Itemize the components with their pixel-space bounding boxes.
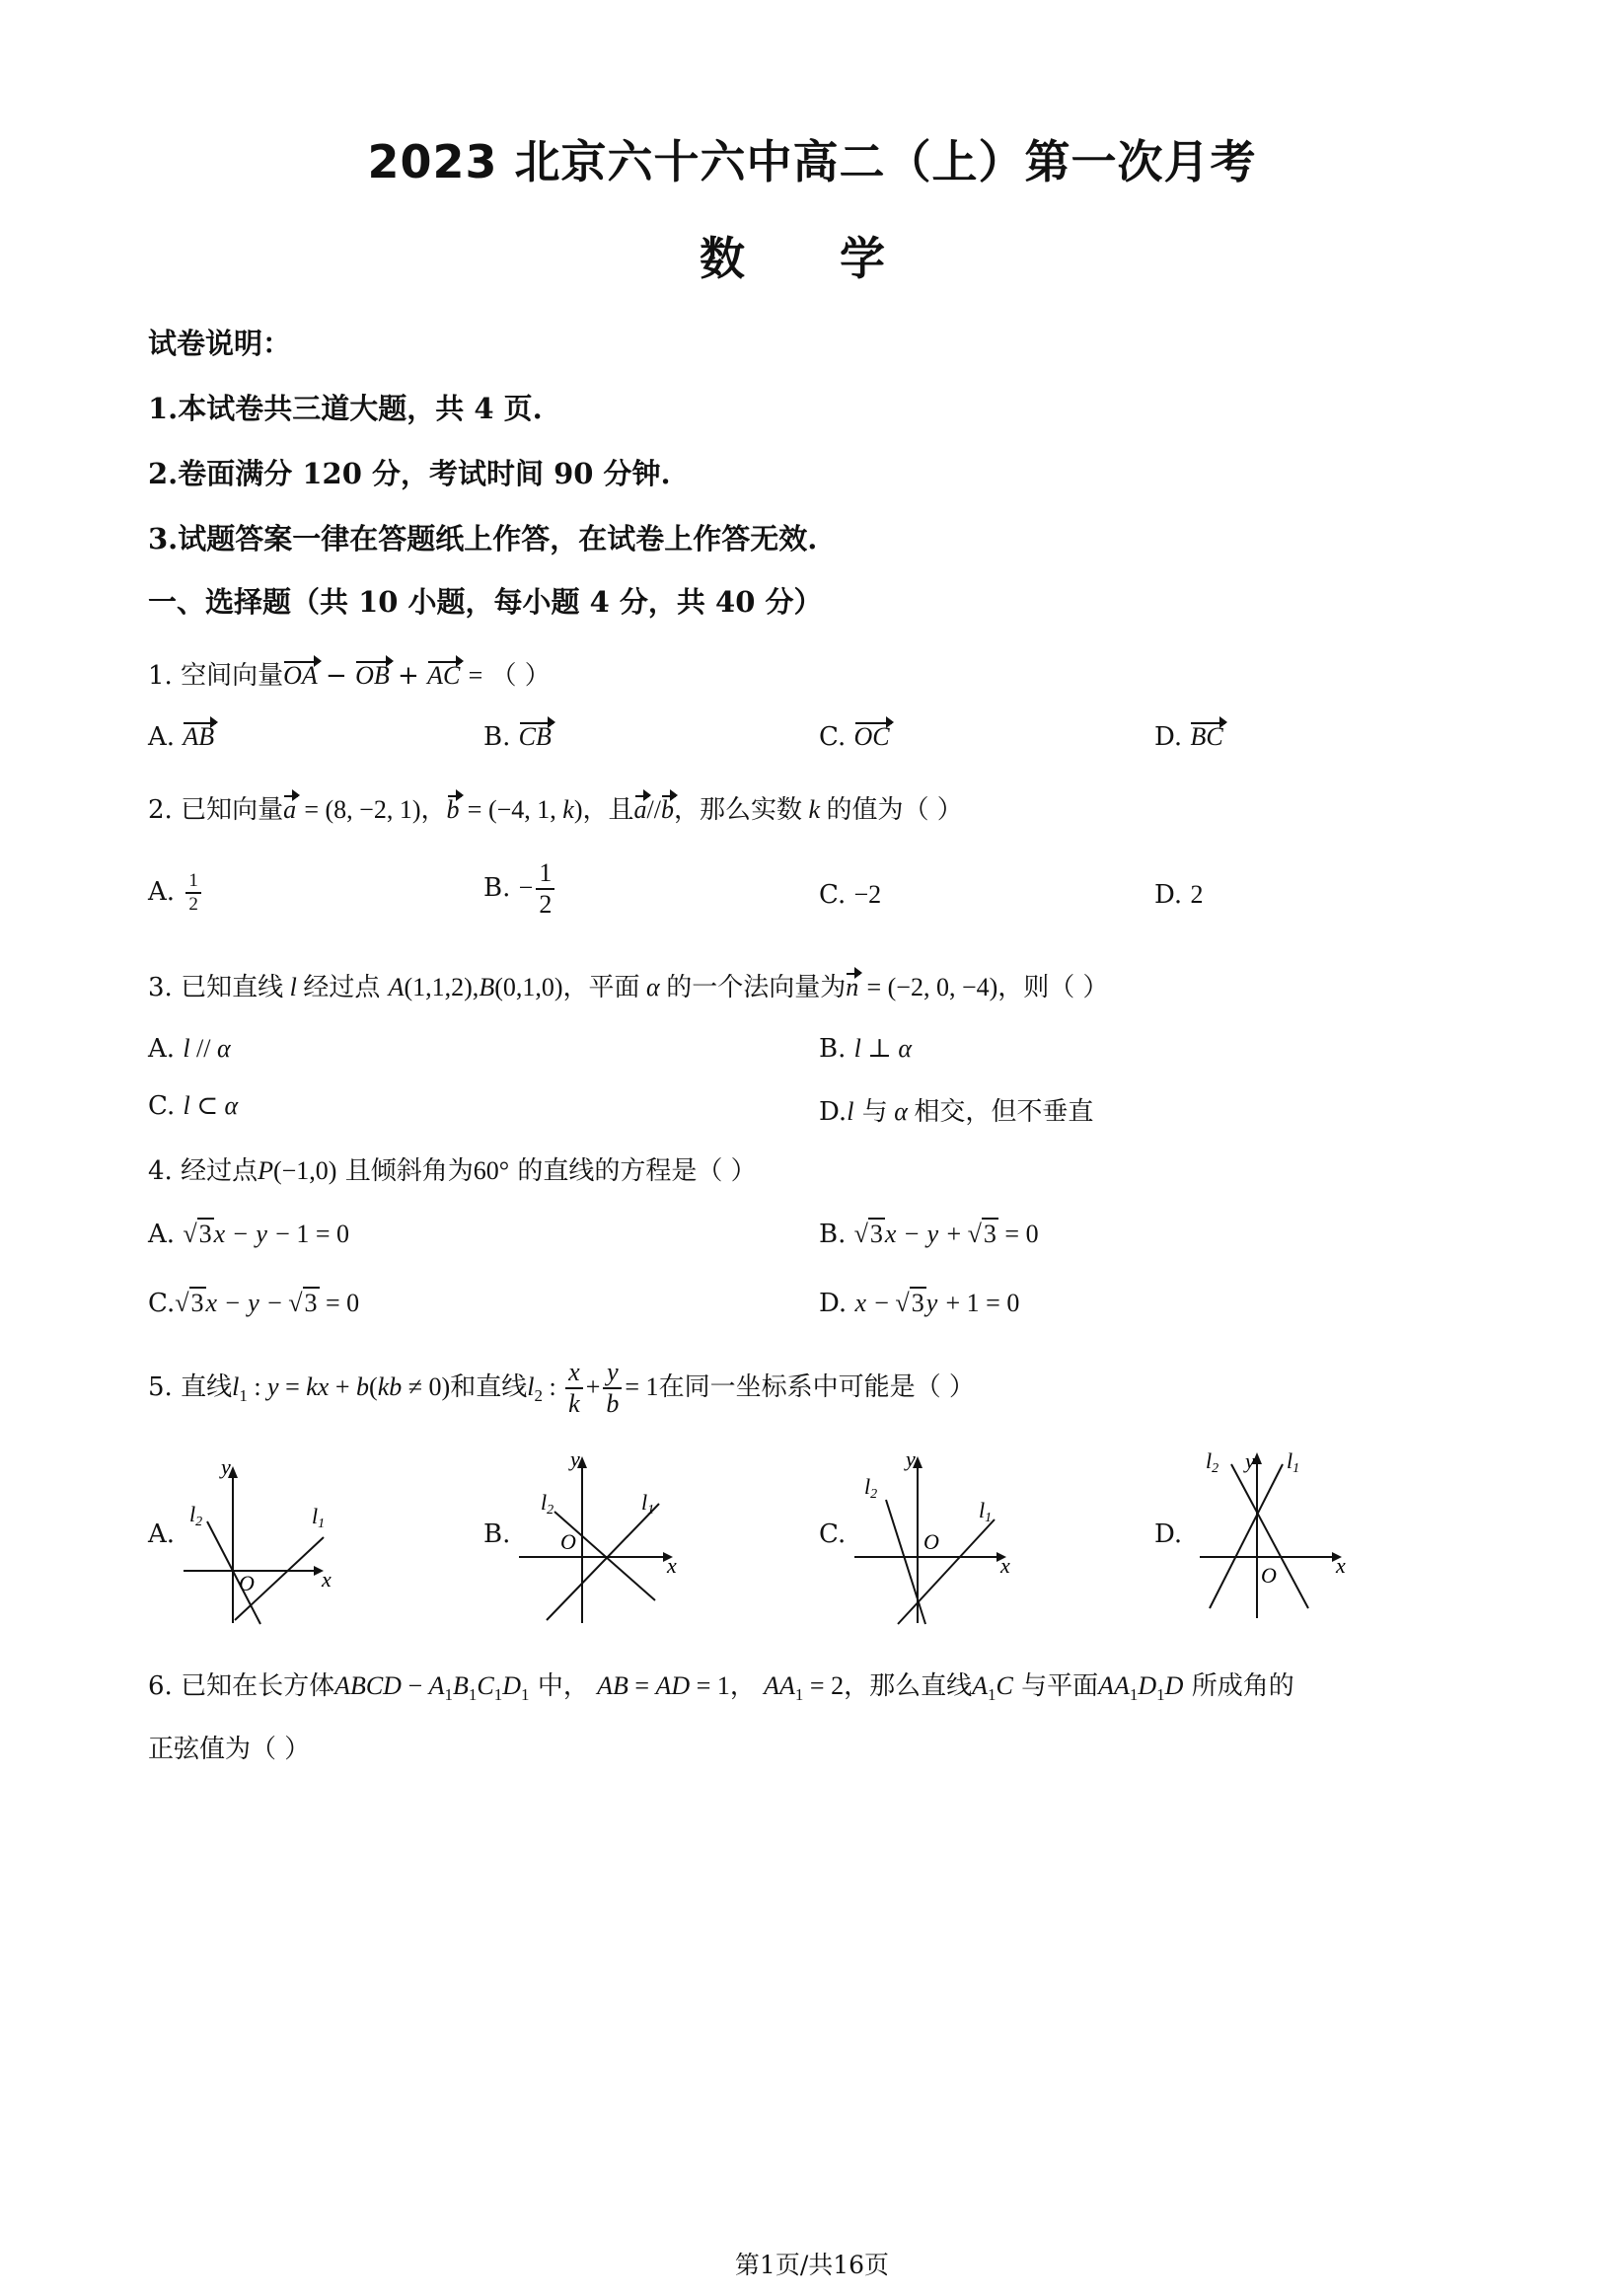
q2-option-d[interactable]: D. 2 — [1154, 880, 1204, 910]
question-2: 2. 已知向量a = (8, −2, 1)，b = (−4, 1, k)，且a//b，那么实数 k 的值为（ ） — [148, 795, 963, 825]
q5-graph-c[interactable] — [847, 1450, 1034, 1628]
svg-text:l2: l2 — [541, 1490, 554, 1518]
svg-text:x: x — [1336, 1553, 1346, 1578]
question-6: 6. 已知在长方体ABCD − $A_1B_1C_1D_1$ 中， AB = AD = 1， $AA_1 = 2$，那么直线$A_1C$ 与平面$AA_1D_1D$ 所成角的 — [148, 1671, 1294, 1705]
svg-text:O: O — [239, 1571, 255, 1595]
svg-text:l2: l2 — [864, 1474, 878, 1502]
q5-graph-a[interactable] — [176, 1450, 363, 1628]
q3-option-c[interactable]: C. l ⊂ α — [148, 1091, 239, 1121]
section-heading: 一、选择题（共 10 小题，每小题 4 分，共 40 分） — [148, 585, 823, 619]
q5-option-b-label[interactable]: B. — [483, 1519, 511, 1549]
q3-option-a[interactable]: A. l // α — [148, 1034, 231, 1064]
page-title: 2023 北京六十六中高二（上）第一次月考 — [367, 135, 1257, 188]
note-1: 1.本试卷共三道大题，共 4 页. — [148, 392, 543, 425]
q1-option-b[interactable]: B. CB — [483, 722, 552, 752]
q4-option-d[interactable]: D. x − √3y + 1 = 0 — [819, 1289, 1020, 1318]
svg-text:x: x — [1000, 1553, 1010, 1578]
page-footer: 第1页/共16页 — [734, 2251, 890, 2279]
svg-text:y: y — [570, 1450, 580, 1471]
svg-text:l2: l2 — [1206, 1450, 1219, 1476]
svg-text:O: O — [1261, 1563, 1277, 1588]
note-2: 2.卷面满分 120 分，考试时间 90 分钟. — [148, 457, 671, 490]
svg-text:x: x — [322, 1567, 332, 1592]
question-6-line-2: 正弦值为（ ） — [148, 1735, 311, 1764]
question-4: 4. 经过点P(−1,0) 且倾斜角为60° 的直线的方程是（ ） — [148, 1156, 757, 1186]
q1-option-c[interactable]: C. OC — [819, 722, 890, 752]
q5-graph-d[interactable] — [1192, 1450, 1379, 1628]
q1-lead: 1. 空间向量 — [148, 661, 284, 691]
q2-option-a[interactable]: A. $\frac{1}{2}$ — [148, 870, 204, 916]
svg-text:l2: l2 — [189, 1502, 203, 1529]
question-3: 3. 已知直线 l 经过点 A(1,1,2),B(0,1,0)，平面 α 的一个法向量为n = (−2, 0, −4)，则（ ） — [148, 973, 1109, 1002]
q1-tail: （ ） — [490, 661, 551, 691]
q2-option-b[interactable]: B. − $\frac{1}{2}$ — [483, 858, 557, 920]
q3-option-d[interactable]: D.l 与 α 相交，但不垂直 — [819, 1097, 1094, 1127]
q5-option-a-label[interactable]: A. — [148, 1519, 176, 1549]
svg-text:l1: l1 — [1287, 1450, 1300, 1476]
svg-text:x: x — [667, 1553, 677, 1578]
question-5: 5. 直线$l_1$ : y = kx + b(kb ≠ 0)和直线$l_2$ : $\frac{x}{k}$ + $\frac{y}{b}$ = 1在同一坐标系中可能是（ ） — [148, 1358, 975, 1418]
q1-option-d[interactable]: D. BC — [1154, 722, 1223, 752]
q1-option-a[interactable]: A. AB — [148, 722, 215, 752]
q5-option-c-label[interactable]: C. — [819, 1519, 847, 1549]
q4-option-a[interactable]: A. √3x − y − 1 = 0 — [148, 1220, 349, 1249]
svg-text:l1: l1 — [312, 1504, 326, 1531]
note-3: 3.试题答案一律在答题纸上作答，在试卷上作答无效. — [148, 522, 818, 555]
svg-text:y: y — [906, 1450, 916, 1471]
subject-title: 数 学 — [699, 232, 924, 285]
q4-option-c[interactable]: C.√3x − y − √3 = 0 — [148, 1289, 360, 1318]
q4-option-b[interactable]: B. √3x − y + √3 = 0 — [819, 1220, 1039, 1249]
q5-option-d-label[interactable]: D. — [1154, 1519, 1183, 1549]
q5-graph-b[interactable] — [511, 1450, 699, 1628]
svg-text:y: y — [1245, 1450, 1255, 1473]
svg-text:y: y — [221, 1454, 231, 1479]
svg-text:O: O — [923, 1529, 939, 1554]
q3-option-b[interactable]: B. l ⊥ α — [819, 1034, 912, 1064]
notes-heading: 试卷说明： — [148, 327, 292, 360]
question-1: 1. 空间向量OA − OB + AC = （ ） — [148, 661, 551, 691]
q2-option-c[interactable]: C. −2 — [819, 880, 882, 910]
svg-text:l1: l1 — [979, 1498, 993, 1525]
svg-text:l1: l1 — [641, 1490, 655, 1518]
svg-text:O: O — [560, 1529, 576, 1554]
